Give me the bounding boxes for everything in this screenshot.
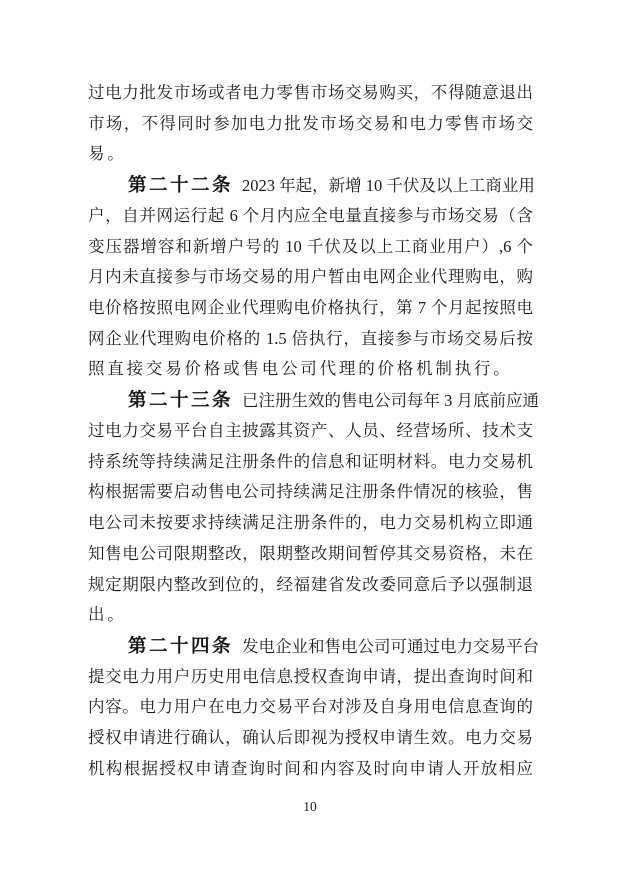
text-line bbox=[88, 139, 533, 170]
line-text: 照直接交易价格或售电公司代理的价格机制执行。 bbox=[88, 359, 513, 379]
line-text: 持系统等持续满足注册条件的信息和证明材料。电力交易机 bbox=[88, 451, 533, 471]
article-number: 第二十二条 bbox=[128, 174, 234, 196]
line-text: 户，自并网运行起 6 个月内应全电量直接参与市场交易（含 bbox=[88, 205, 533, 225]
text-line bbox=[88, 354, 533, 385]
article-number: 第二十四条 bbox=[128, 634, 234, 656]
text-line bbox=[88, 477, 533, 508]
text-line bbox=[88, 232, 533, 263]
text-line bbox=[88, 109, 533, 140]
line-text: 出。 bbox=[88, 605, 127, 625]
line-text: 内容。电力用户在电力交易平台对涉及自身用电信息查询的 bbox=[88, 697, 533, 717]
line-text: 电价格按照电网企业代理购电价格执行，第 7 个月起按照电 bbox=[88, 298, 533, 318]
line-text: 过电力批发市场或者电力零售市场交易购买，不得随意退出 bbox=[88, 83, 533, 102]
article-heading-line bbox=[88, 385, 540, 416]
line-text: 机构根据授权申请查询时间和内容及时向申请人开放相应 bbox=[88, 758, 533, 778]
document-text-block bbox=[88, 78, 540, 785]
line-text: 2023 年起，新增 10 千伏及以上工商业用 bbox=[242, 176, 535, 196]
line-text: 过电力交易平台自主披露其资产、人员、经营场所、技术支 bbox=[88, 420, 533, 440]
line-text: 授权申请进行确认，确认后即视为授权申请生效。电力交易 bbox=[88, 728, 533, 748]
text-line bbox=[88, 447, 533, 478]
line-text: 规定期限内整改到位的，经福建省发改委同意后予以强制退 bbox=[88, 574, 533, 594]
page-number: 10 bbox=[303, 799, 317, 814]
text-line bbox=[88, 78, 533, 109]
article-heading-line bbox=[88, 170, 533, 201]
text-line bbox=[88, 600, 533, 631]
text-line bbox=[88, 416, 533, 447]
line-text: 知售电公司限期整改，限期整改期间暂停其交易资格，未在 bbox=[88, 543, 533, 563]
text-line bbox=[88, 201, 533, 232]
line-text: 已注册生效的售电公司每年 3 月底前应通 bbox=[242, 391, 540, 411]
text-line bbox=[88, 754, 533, 785]
line-text: 发电企业和售电公司可通过电力交易平台 bbox=[242, 636, 540, 656]
text-line bbox=[88, 692, 533, 723]
line-text: 易。 bbox=[88, 144, 127, 164]
text-line bbox=[88, 723, 533, 754]
line-text: 构根据需要启动售电公司持续满足注册条件情况的核验，售 bbox=[88, 482, 533, 502]
line-text: 提交电力用户历史用电信息授权查询申请，提出查询时间和 bbox=[88, 666, 533, 686]
article-number: 第二十三条 bbox=[128, 389, 234, 411]
text-line bbox=[88, 662, 533, 693]
text-line bbox=[88, 508, 533, 539]
line-text: 市场，不得同时参加电力批发市场交易和电力零售市场交 bbox=[88, 113, 533, 133]
article-heading-line bbox=[88, 631, 540, 662]
text-line bbox=[88, 539, 533, 570]
text-line bbox=[88, 570, 533, 601]
text-line bbox=[88, 262, 533, 293]
line-text: 变压器增容和新增户号的 10 千伏及以上工商业用户）,6 个 bbox=[88, 236, 533, 256]
text-line bbox=[88, 324, 533, 355]
line-text: 网企业代理购电价格的 1.5 倍执行，直接参与市场交易后按 bbox=[88, 328, 533, 348]
line-text: 电公司未按要求持续满足注册条件的，电力交易机构立即通 bbox=[88, 513, 533, 533]
line-text: 月内未直接参与市场交易的用户暂由电网企业代理购电，购 bbox=[88, 267, 533, 287]
text-line bbox=[88, 293, 533, 324]
